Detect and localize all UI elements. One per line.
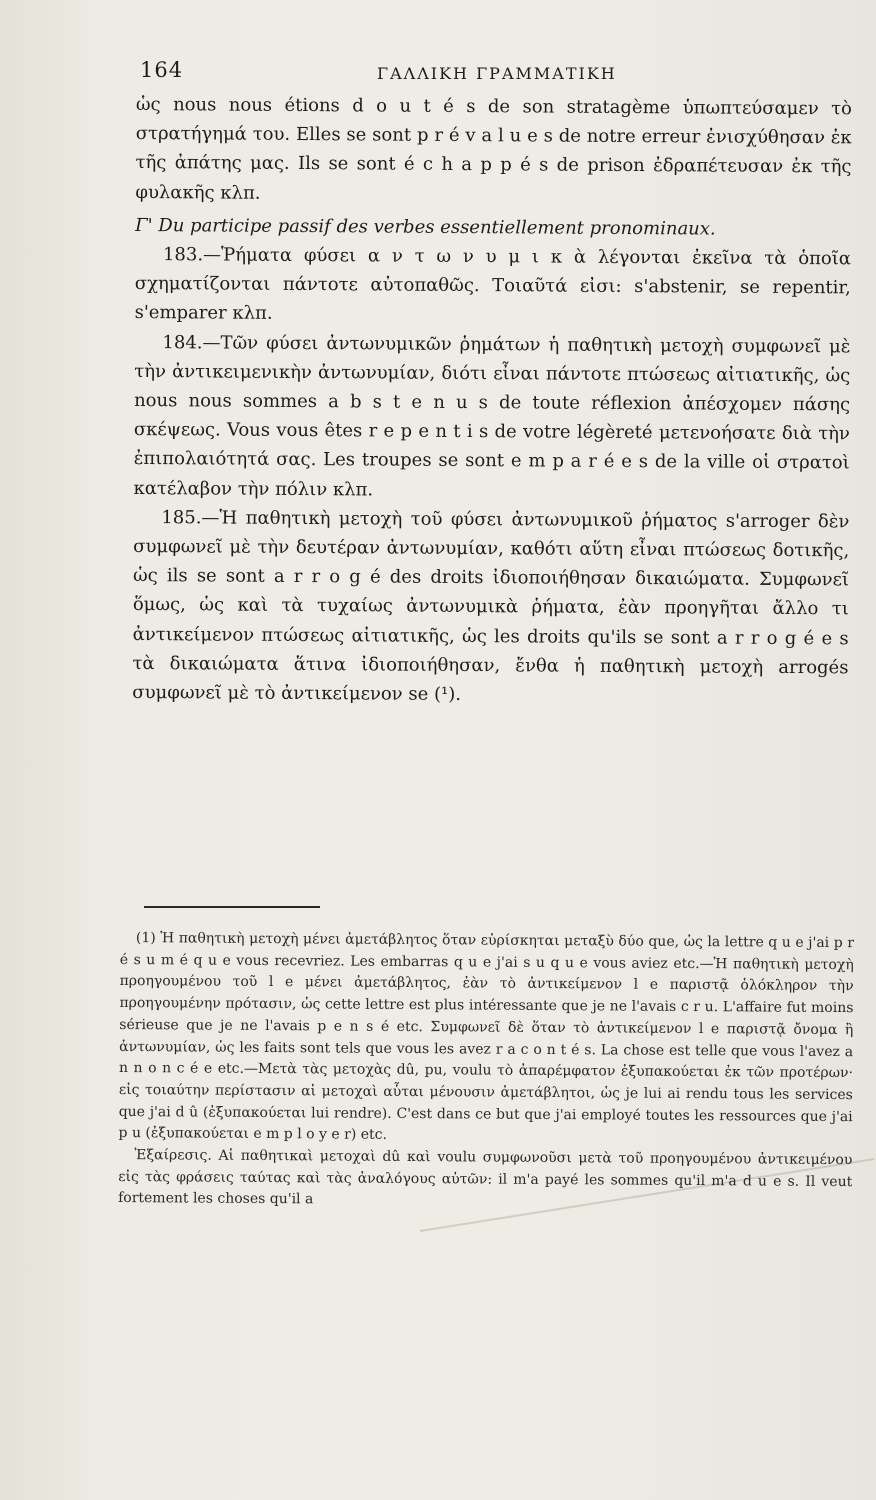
main-text: [132, 90, 852, 712]
page-number: 164: [140, 58, 184, 82]
paragraph-185: 185.—Ἡ παθητικὴ μετοχὴ τοῦ φύσει ἀντωνυμικοῦ ῥήματος s'arroger δὲν συμφωνεῖ μὲ τὴν δευτέραν ἀντωνυμίαν, καθότι αὕτη εἶναι πτώσεως δοτικῆς, ὡς ils se sont a r r o g é des droits ἰδιοποιήθησαν δικαιώματα. Συμφωνεῖ ὅμως, ὡς καὶ τὰ τυχαίως ἀντωνυμικὰ ῥήματα, ἐὰν προηγῆται ἄλλο τι ἀντικείμενον πτώσεως αἰτιατικῆς, ὡς les droits qu'ils se sont a r r o g é e s τὰ δικαιώματα ἅτινα ἰδιοποιήθησαν, ἔνθα ἡ παθητικὴ μετοχὴ arrogés συμφωνεῖ μὲ τὸ ἀντικείμενον se (¹).: [132, 507, 850, 706]
footnotes: [118, 928, 854, 1215]
section-heading: Γ' Du participe passif des verbes essentiellement pronominaux.: [135, 214, 716, 240]
paragraph-183: 183.—Ῥήματα φύσει α ν τ ω ν υ μ ι κ ὰ λέγονται ἐκεῖνα τὰ ὁποῖα σχηματίζονται πάντοτε αὐτοπαθῶς. Τοιαῦτά εἰσι: s'abstenir, se repentir, s'emparer κλπ.: [134, 244, 852, 325]
footnote-separator: [144, 906, 320, 908]
footnote-1: (1) Ἡ παθητικὴ μετοχὴ μένει ἀμετάβλητος ὅταν εὑρίσκηται μεταξὺ δύο que, ὡς la lettre q u e j'ai p r é s u m é q u e vous recevriez. Les embarras q u e j'ai s u q u e vous aviez etc.—Ἡ παθητικὴ μετοχὴ προηγουμένου τοῦ l e μένει ἀμετάβλητος, ἐὰν τὸ ἀντικείμενον l e παριστᾷ ὁλόκληρον τὴν προηγουμένην πρότασιν, ὡς cette lettre est plus intéressante que je ne l'avais c r u. L'affaire fut moins sérieuse que je ne l'avais p e n s é etc. Συμφωνεῖ δὲ ὅταν τὸ ἀντικείμενον l e παριστᾷ ὄνομα ἢ ἀντωνυμίαν, ὡς les faits sont tels que vous les avez r a c o n t é s. La chose est telle que vous l'avez a n n o n c é e etc.—Μετὰ τὰς μετοχὰς dû, pu, voulu τὸ ἀπαρέμφατον ἐξυπακούεται ἐκ τῶν προτέρων· εἰς τοιαύτην περίστασιν αἱ μετοχαὶ αὗται μένουσιν ἀμετάβλητοι, ὡς je lui ai rendu tous les services que j'ai d û (ἐξυπακούεται lui rendre). C'est dans ce but que j'ai employé toutes les ressources que j'ai p u (ἐξυπακούεται e m p l o y e r) etc.: [118, 930, 854, 1144]
paragraph-184: 184.—Τῶν φύσει ἀντωνυμικῶν ῥημάτων ἡ παθητικὴ μετοχὴ συμφωνεῖ μὲ τὴν ἀντικειμενικὴν ἀντωνυμίαν, διότι εἶναι πάντοτε πτώσεως αἰτιατικῆς, ὡς nous nous sommes a b s t e n u s de toute réflexion ἀπέσχομεν πάσης σκέψεως. Vous vous êtes r e p e n t i s de votre légèreté μετενοήσατε διὰ τὴν ἐπιπολαιότητά σας. Les troupes se sont e m p a r é e s de la ville οἱ στρατοὶ κατέλαβον τὴν πόλιν κλπ.: [133, 331, 851, 501]
page-header: [140, 58, 830, 88]
running-title: ΓΑΛΛΙΚΗ ΓΡΑΜΜΑΤΙΚΗ: [377, 64, 617, 83]
intro-paragraph: ὡς nous nous étions d o u t é s de son stratagème ὑπωπτεύσαμεν τὸ στρατήγημά του. Elles se sont p r é v a l u e s de notre erreur ἐνισχύθησαν ἐκ τῆς ἀπάτης μας. Ils se sont é c h a p p é s de prison ἐδραπέτευσαν ἐκ τῆς φυλακῆς κλπ.: [135, 93, 852, 204]
footnote-exception: Ἐξαίρεσις. Αἱ παθητικαὶ μετοχαὶ dû καὶ voulu συμφωνοῦσι μετὰ τοῦ προηγουμένου ἀντικειμένου εἰς τὰς φράσεις ταύτας καὶ τὰς ἀναλόγους αὐτῶν: il m'a payé les sommes qu'il m'a d u e s. Il veut fortement les choses qu'il a: [118, 1147, 853, 1208]
